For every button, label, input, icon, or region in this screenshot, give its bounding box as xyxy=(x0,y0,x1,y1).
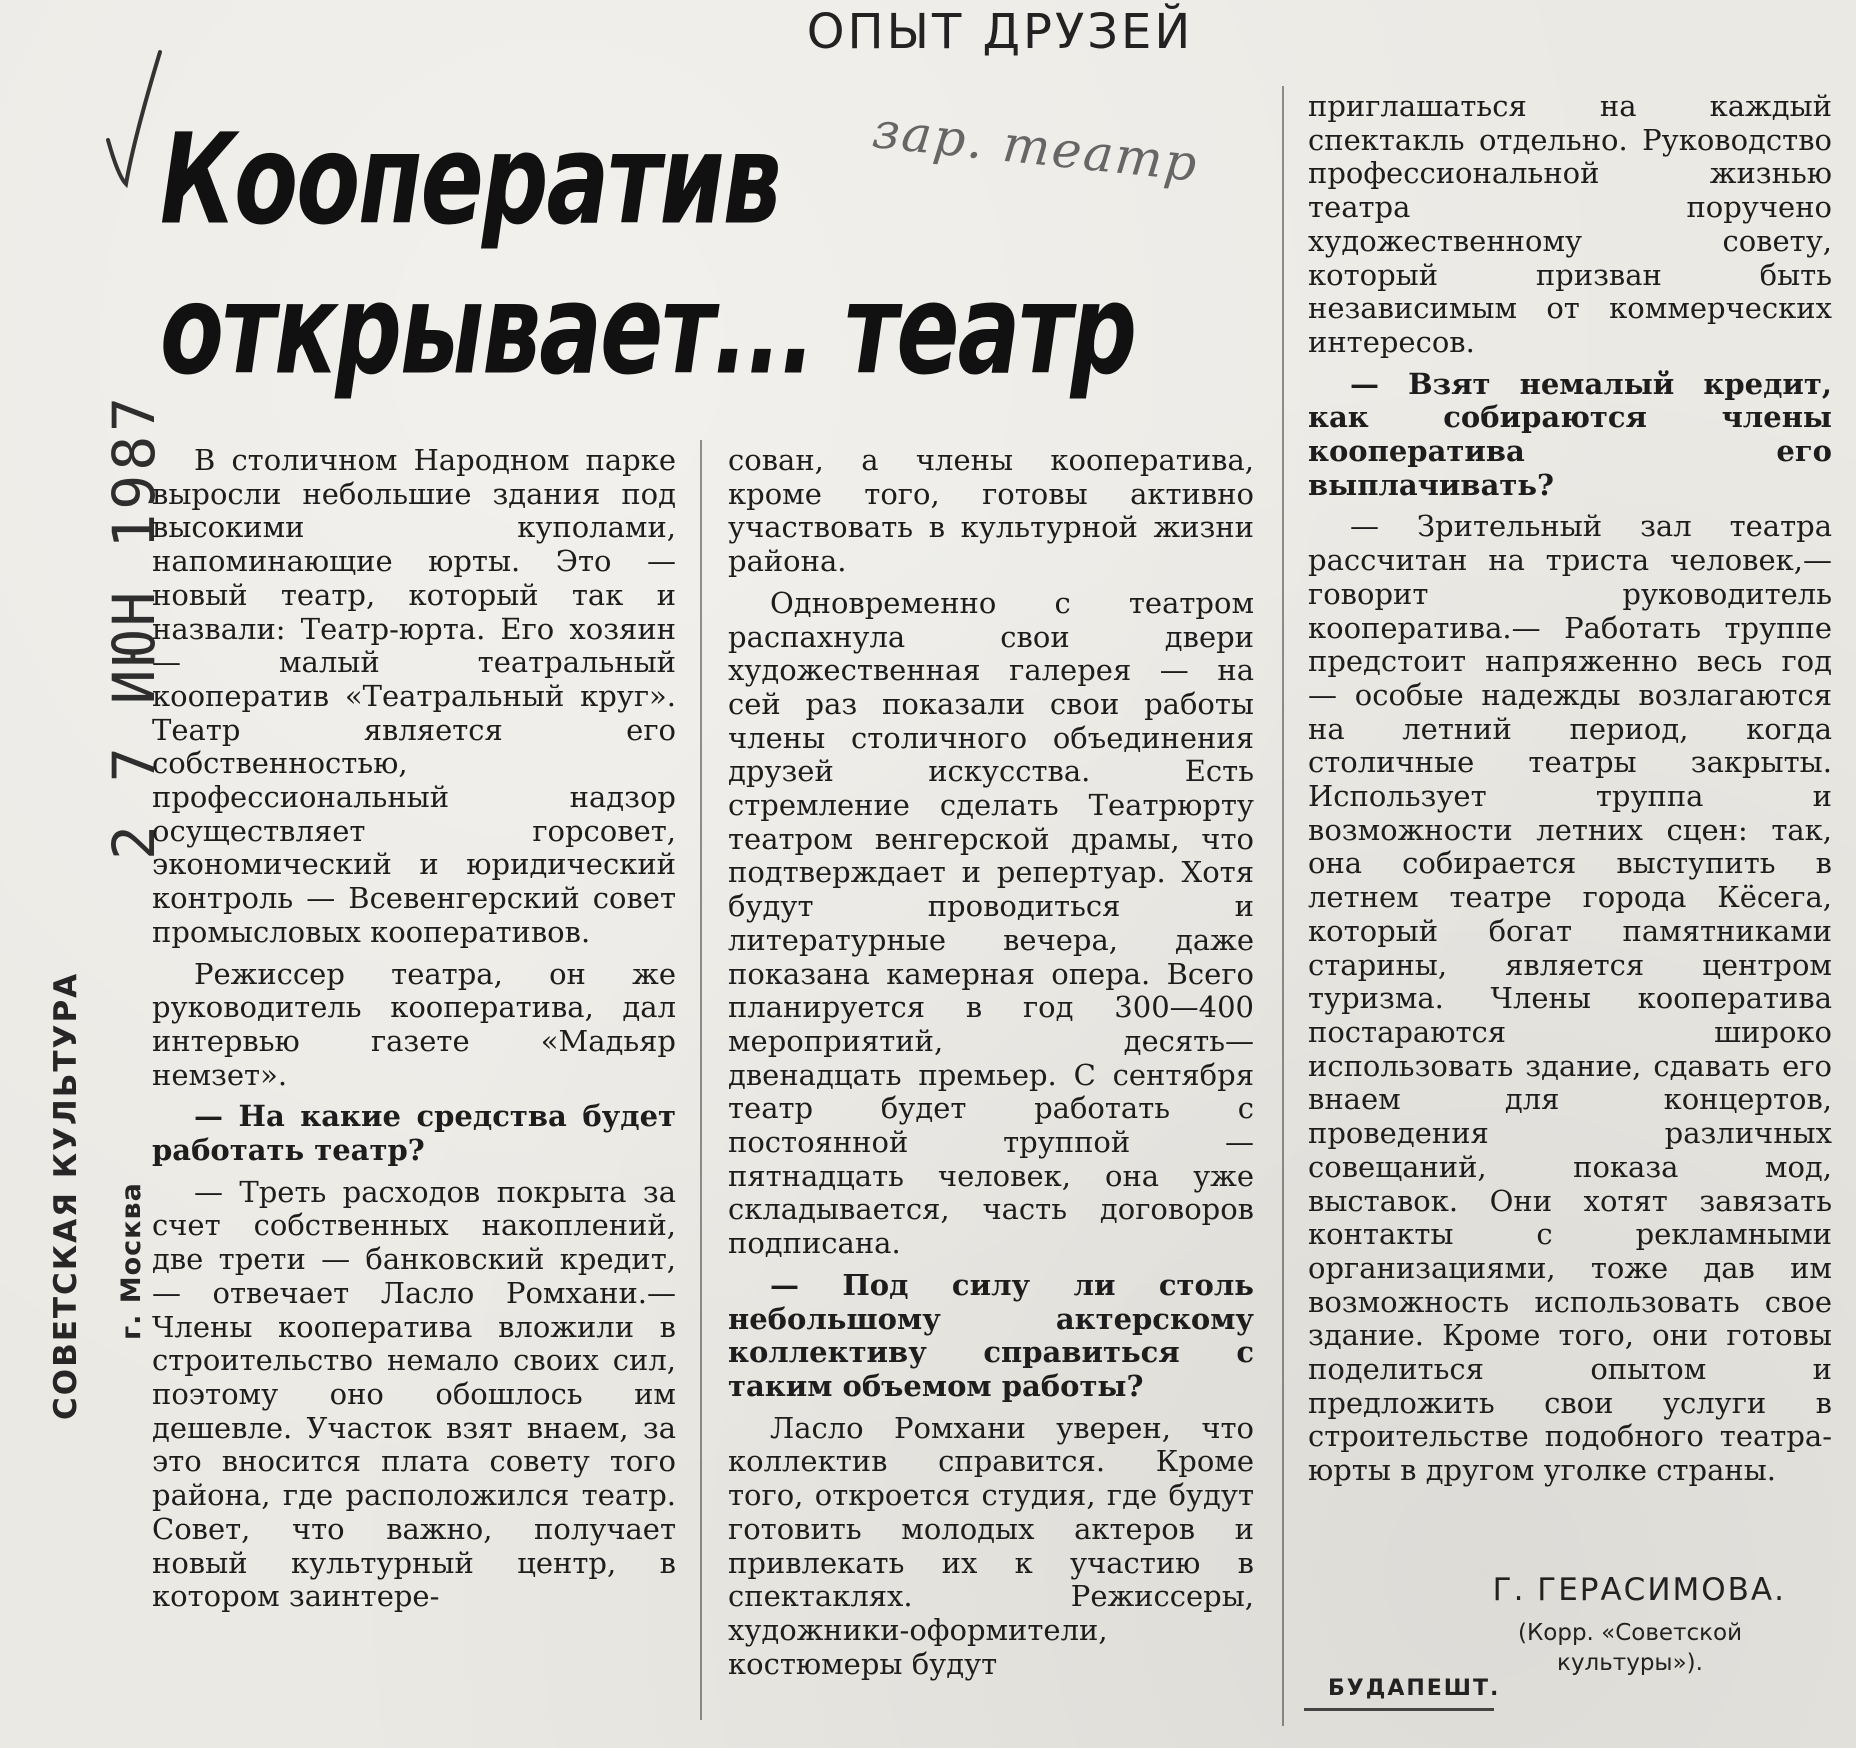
column-divider xyxy=(1282,86,1284,1726)
correspondent-note xyxy=(1480,1618,1780,1678)
headline-line-1: Кооператив xyxy=(160,106,780,253)
paragraph: — Треть расходов покрыта за счет собственных накоплений, две трети — банковский кредит,— отвечает Ласло Ромхани.— Члены кооператива вложили в строительство немало своих сил, поэтому оно обошлось им дешевле. Участок взят внаем, за это вносится плата совету того района, где расположился театр. Совет, что важно, получает новый культурный центр, в котором заинтере- xyxy=(152,1174,676,1614)
rubric-title: ОПЫТ ДРУЗЕЙ xyxy=(806,4,1194,60)
correspondent-line: культуры»). xyxy=(1557,1650,1703,1676)
article-column-3 xyxy=(1308,90,1832,1488)
paragraph: В столичном Народном парке выросли небольшие здания под высокими куполами, напоминающие юрты. Это — новый театр, который так и назвали: Театр-юрта. Его хозяин — малый театральный кооператив «Театральный круг». Театр является его собственностью, профессиональный надзор осуществляет горсовет, экономический и юридический контроль — Всевенгерский совет промысловых кооперативов. xyxy=(152,443,676,949)
handwritten-note: зар. театр xyxy=(869,101,1202,193)
source-stamp xyxy=(36,971,147,1420)
paragraph: — Зрительный зал театра рассчитан на триста человек,— говорит руководитель кооператива.— Работать труппе предстоит напряженно весь год — особые надежды возлагаются на летний период, когда столичные театры закрыты. Использует труппа и возможности летних сцен: так, она собирается выступить в летнем театре города Кёсега, который богат памятниками старины, является центром туризма. Члены кооператива постараются широко использовать здание, сдавать его внаем для концертов, проведения различных совещаний, показа мод, выставок. Они хотят завязать контакты с рекламными организациями, тоже дав им возможность использовать свое здание. Кроме того, они готовы поделиться опытом и предложить свои услуги в строительстве подобного театра-юрты в другом уголке страны. xyxy=(1308,509,1832,1488)
dateline-city: БУДАПЕШТ. xyxy=(1328,1676,1501,1701)
paragraph: Ласло Ромхани уверен, что коллектив справится. Кроме того, откроется студия, где будут готовить молодых актеров и привлекать их к участию в спектаклях. Режиссеры, художники-оформители, костюмеры будут xyxy=(728,1410,1254,1681)
source-city: г. Москва xyxy=(116,1182,147,1340)
paragraph: Режиссер театра, он же руководитель кооператива, дал интервью газете «Мадьяр немзет». xyxy=(152,956,676,1092)
headline-line-2: открывает... театр xyxy=(160,256,1136,403)
source-newspaper-name: СОВЕТСКАЯ КУЛЬТУРА xyxy=(48,971,84,1420)
paragraph: Одновременно с театром распахнула свои двери художественная галерея — на сей раз показали свои работы члены столичного объединения друзей искусства. Есть стремление сделать Театрюрту театром венгерской драмы, что подтверждает и репертуар. Хотя будут проводиться и литературные вечера, даже показана камерная опера. Всего планируется в год 300—400 мероприятий, десять—двенадцать премьер. С сентября театр будет работать с постоянной труппой — пятнадцать человек, она уже складывается, часть договоров подписана. xyxy=(728,585,1254,1261)
article-column-2 xyxy=(728,444,1254,1681)
dateline-underline xyxy=(1304,1708,1494,1711)
paragraph: приглашаться на каждый спектакль отдельно. Руководство профессиональной жизнью театра поручено художественному совету, который призван быть независимым от коммерческих интересов. xyxy=(1308,89,1832,359)
date-stamp xyxy=(60,392,168,860)
author-signature: Г. ГЕРАСИМОВА. xyxy=(1492,1572,1786,1608)
article-column-1 xyxy=(152,444,676,1614)
interview-question: — Взят немалый кредит, как собираются члены кооператива его выплачивать? xyxy=(1308,366,1832,502)
column-divider xyxy=(700,440,702,1720)
interview-question: — На какие средства будет работать театр? xyxy=(152,1099,676,1168)
paragraph: сован, а члены кооператива, кроме того, готовы активно участвовать в культурной жизни района. xyxy=(728,443,1254,579)
interview-question: — Под силу ли столь небольшому актерскому коллективу справиться с таким объемом работы? xyxy=(728,1267,1254,1403)
correspondent-line: (Корр. «Советской xyxy=(1517,1620,1743,1646)
handwritten-checkmark xyxy=(104,48,164,188)
date-stamp-text: 2 7 ИЮН 1987 xyxy=(100,392,168,860)
